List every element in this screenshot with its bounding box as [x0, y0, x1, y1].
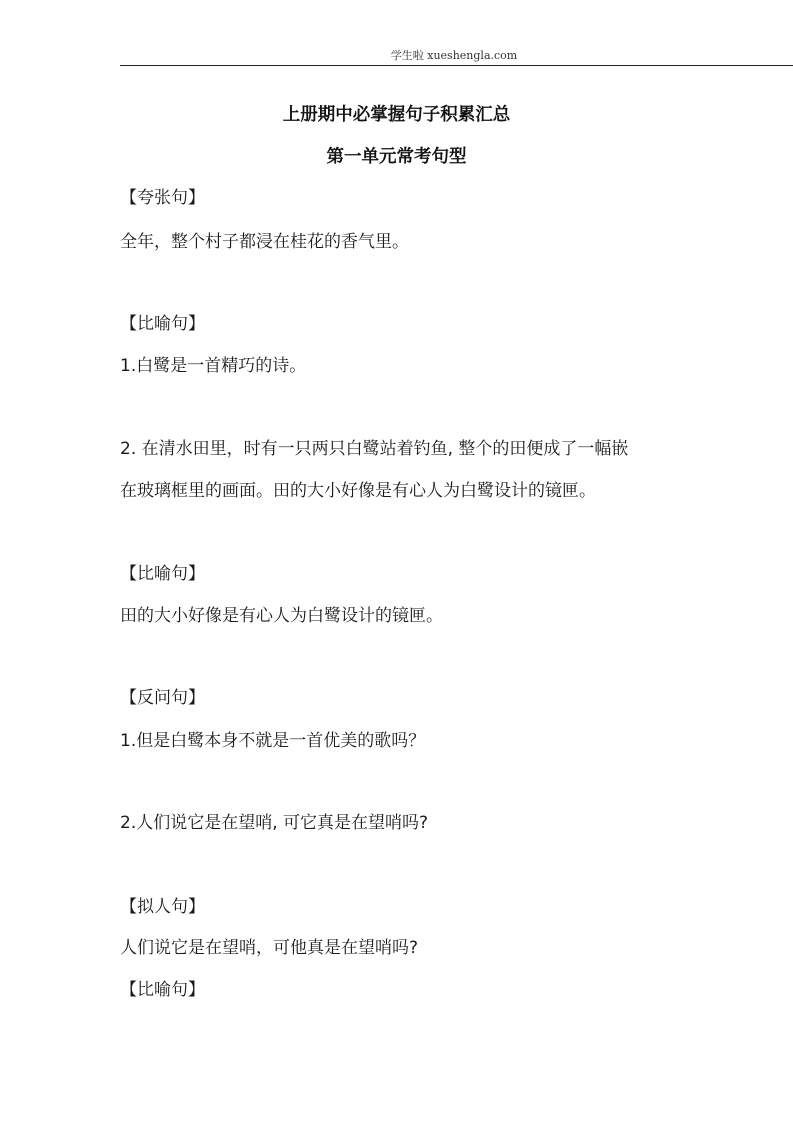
sentence-line: 在玻璃框里的画面。田的大小好像是有心人为白鹭设计的镜匣。	[120, 481, 596, 501]
sentence-line: 2.人们说它是在望哨, 可它真是在望哨吗?	[120, 813, 429, 833]
section-label-personification: 【拟人句】	[120, 897, 205, 917]
sentence-line: 田的大小好像是有心人为白鹭设计的镜匣。	[120, 606, 443, 626]
document-title: 上册期中必掌握句子积累汇总	[282, 105, 511, 125]
section-label-metaphor: 【比喻句】	[120, 980, 205, 1000]
header-divider	[120, 65, 793, 66]
section-label-metaphor: 【比喻句】	[120, 564, 205, 584]
sentence-line: 人们说它是在望哨，可他真是在望哨吗?	[120, 938, 419, 958]
section-label-metaphor: 【比喻句】	[120, 314, 205, 334]
section-label-rhetorical-question: 【反问句】	[120, 688, 205, 708]
sentence-line: 1.但是白鹭本身不就是一首优美的歌吗？	[120, 731, 426, 751]
sentence-line: 全年，整个村子都浸在桂花的香气里。	[120, 232, 409, 252]
section-title: 第一单元常考句型	[326, 147, 467, 167]
sentence-line: 1.白鹭是一首精巧的诗。	[120, 356, 307, 376]
section-label-hyperbole: 【夸张句】	[120, 188, 205, 208]
page-header-text: 学生啦 xueshengla.com	[390, 49, 518, 62]
sentence-line: 2. 在清水田里，时有一只两只白鹭站着钓鱼, 整个的田便成了一幅嵌	[120, 439, 629, 459]
